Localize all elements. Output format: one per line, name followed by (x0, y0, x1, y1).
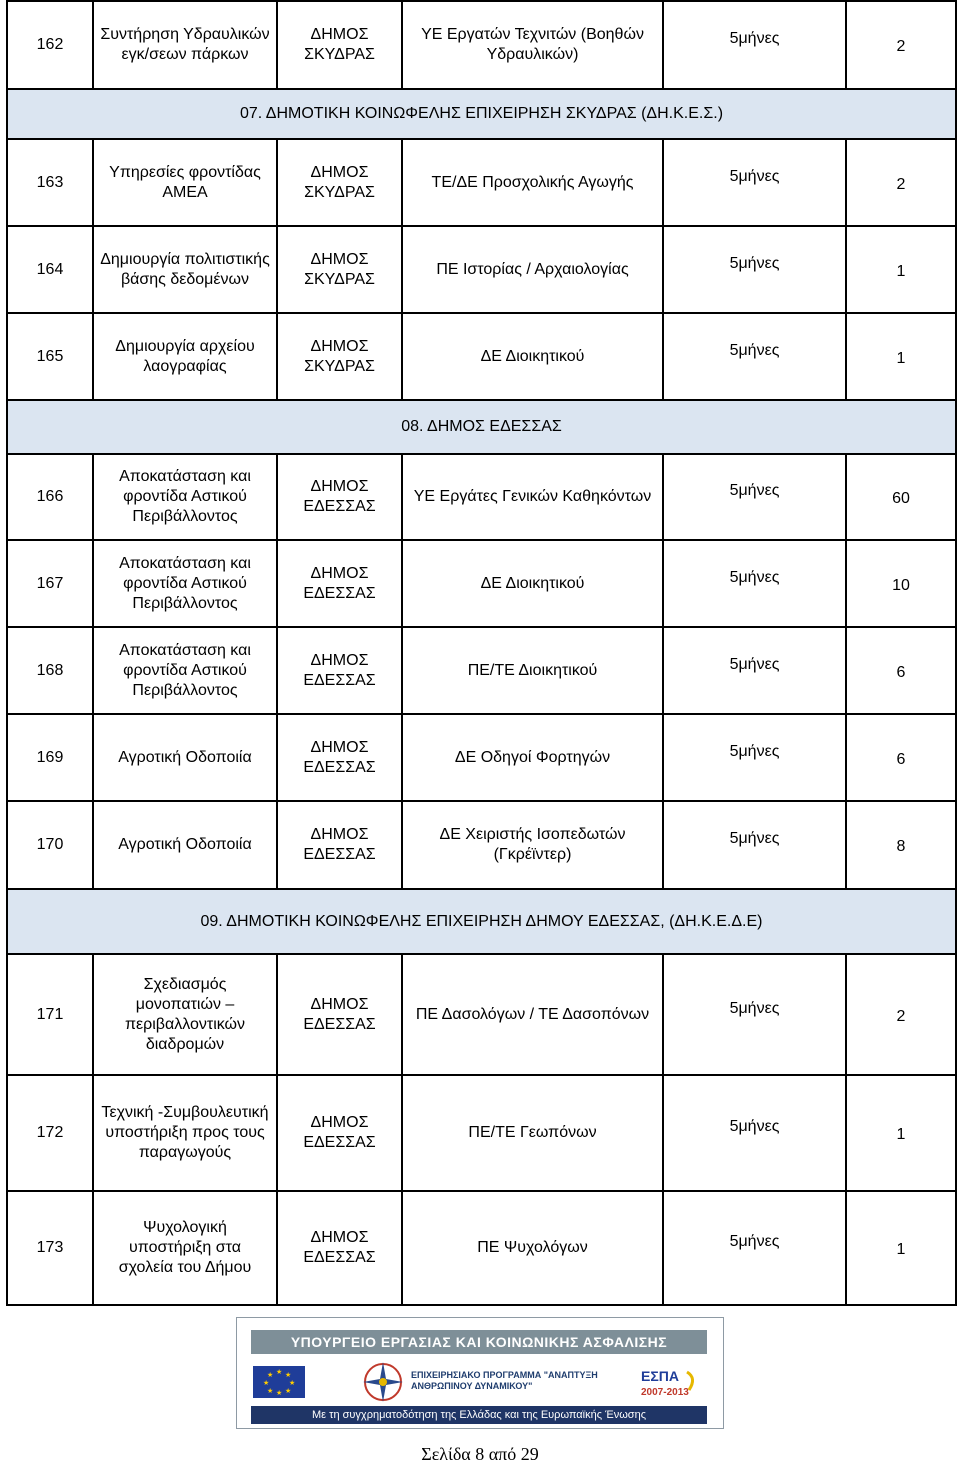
specialty-cell (402, 454, 663, 540)
specialty-cell (402, 801, 663, 889)
row-number-cell (7, 540, 93, 627)
row-number: 167 (36, 574, 64, 592)
project-description-cell (93, 313, 277, 400)
specialty: ΠΕ Ψυχολόγων (477, 1239, 588, 1256)
project-description-cell (93, 139, 277, 226)
duration-cell (663, 540, 846, 627)
row-number: 172 (36, 1124, 64, 1141)
table-row (7, 454, 956, 540)
row-number: 168 (36, 661, 64, 679)
specialty-cell (402, 714, 663, 801)
project-description-cell (93, 954, 277, 1075)
section-header-row (7, 889, 956, 954)
specialty: ΠΕ/ΤΕ Γεωπόνων (468, 1124, 597, 1141)
service-name: ΔΗΜΟΣ ΕΔΕΣΣΑΣ (303, 995, 376, 1033)
row-number-cell (7, 313, 93, 400)
positions-count: 2 (896, 175, 906, 193)
cofunding-caption: Με τη συγχρηματοδότηση της Ελλάδας και της Ευρωπαϊκής Ένωσης (251, 1406, 707, 1424)
table-row (7, 627, 956, 714)
section-title: 07. ΔΗΜΟΤΙΚΗ ΚΟΙΝΩΦΕΛΗΣ ΕΠΙΧΕΙΡΗΣΗ ΣΚΥΔΡΑΣ (ΔΗ.Κ.Ε.Σ.) (7, 89, 956, 139)
section-title: 08. ΔΗΜΟΣ ΕΔΕΣΣΑΣ (7, 400, 956, 454)
positions-table (6, 0, 955, 1306)
row-number-cell (7, 139, 93, 226)
specialty-cell (402, 627, 663, 714)
section-header-row (7, 89, 956, 139)
service-name-cell (277, 627, 402, 714)
project-description-cell (93, 540, 277, 627)
service-name: ΔΗΜΟΣ ΣΚΥΔΡΑΣ (304, 26, 375, 63)
row-number-cell (7, 454, 93, 540)
row-number-cell (7, 801, 93, 889)
positions-count: 1 (896, 1126, 906, 1143)
specialty-cell (402, 139, 663, 226)
duration: 5μήνες (729, 1233, 780, 1250)
specialty: ΔΕ Διοικητικού (480, 347, 585, 365)
service-name-cell (277, 454, 402, 540)
duration-cell (663, 226, 846, 313)
project-description: Δημιουργία πολιτιστικής βάσης δεδομένων (100, 250, 270, 288)
project-description-cell (93, 454, 277, 540)
duration: 5μήνες (729, 254, 780, 272)
espa-text: ΕΣΠΑ (641, 1368, 679, 1384)
duration-cell (663, 454, 846, 540)
project-description: Τεχνική -Συμβουλευτική υποστήριξη προς τους παραγωγούς (101, 1104, 269, 1161)
ministry-title: ΥΠΟΥΡΓΕΙΟ ΕΡΓΑΣΙΑΣ ΚΑΙ ΚΟΙΝΩΝΙΚΗΣ ΑΣΦΑΛΙΣΗΣ (251, 1330, 707, 1354)
service-name-cell (277, 1075, 402, 1191)
eu-flag-icon: ★ ★ ★ ★ ★ ★ ★ ★ (253, 1366, 305, 1398)
specialty-cell (402, 1075, 663, 1191)
project-description: Σχεδιασμός μονοπατιών – περιβαλλοντικών διαδρομών (124, 975, 246, 1053)
row-number-cell (7, 954, 93, 1075)
duration-cell (663, 801, 846, 889)
row-number: 169 (36, 748, 64, 766)
table-row (7, 1191, 956, 1305)
row-number-cell (7, 1075, 93, 1191)
specialty-cell (402, 1191, 663, 1305)
positions-count-cell (846, 1191, 956, 1305)
service-name: ΔΗΜΟΣ ΕΔΕΣΣΑΣ (303, 564, 376, 602)
project-description-cell (93, 627, 277, 714)
service-name: ΔΗΜΟΣ ΣΚΥΔΡΑΣ (304, 337, 375, 375)
duration-cell (663, 1, 846, 89)
duration-cell (663, 313, 846, 400)
table-row (7, 801, 956, 889)
duration: 5μήνες (729, 655, 780, 673)
service-name: ΔΗΜΟΣ ΕΔΕΣΣΑΣ (303, 478, 376, 515)
project-description: Ψυχολογική υποστήριξη στα σχολεία του Δήμου (118, 1219, 252, 1276)
positions-count: 1 (896, 349, 906, 367)
duration: 5μήνες (729, 30, 780, 47)
duration: 5μήνες (729, 742, 780, 760)
programme-title: ΕΠΙΧΕΙΡΗΣΙΑΚΟ ΠΡΟΓΡΑΜΜΑ "ΑΝΑΠΤΥΞΗ ΑΝΘΡΩΠΙΝΟΥ ΔΥΝΑΜΙΚΟΥ" (411, 1370, 598, 1391)
positions-count: 2 (896, 38, 906, 55)
table-row (7, 226, 956, 313)
compass-logo-icon (361, 1360, 405, 1404)
table-row (7, 954, 956, 1075)
duration-cell (663, 954, 846, 1075)
positions-count-cell (846, 540, 956, 627)
positions-count-cell (846, 226, 956, 313)
table-row (7, 313, 956, 400)
specialty-cell (402, 313, 663, 400)
positions-count: 6 (896, 663, 906, 681)
service-name: ΔΗΜΟΣ ΣΚΥΔΡΑΣ (304, 250, 375, 288)
duration-cell (663, 139, 846, 226)
duration: 5μήνες (729, 1118, 780, 1135)
specialty-cell (402, 1, 663, 89)
positions-count: 1 (896, 262, 906, 280)
specialty-cell (402, 954, 663, 1075)
row-number-cell (7, 1, 93, 89)
duration: 5μήνες (729, 830, 780, 847)
row-number-cell (7, 226, 93, 313)
duration: 5μήνες (729, 482, 780, 499)
espa-years: 2007-2013 (641, 1387, 689, 1398)
positions-count: 60 (892, 490, 910, 507)
specialty: ΠΕ Δασολόγων / ΤΕ Δασοπόνων (415, 1005, 650, 1023)
section-title: 09. ΔΗΜΟΤΙΚΗ ΚΟΙΝΩΦΕΛΗΣ ΕΠΙΧΕΙΡΗΣΗ ΔΗΜΟΥ ΕΔΕΣΣΑΣ, (ΔΗ.Κ.Ε.Δ.Ε) (7, 889, 956, 954)
specialty: ΥΕ Εργάτες Γενικών Καθηκόντων (413, 488, 652, 505)
duration: 5μήνες (729, 341, 780, 359)
specialty: ΔΕ Χειριστής Ισοπεδωτών (Γκρέϊντερ) (439, 826, 626, 863)
row-number: 163 (36, 173, 64, 191)
service-name-cell (277, 226, 402, 313)
positions-count-cell (846, 954, 956, 1075)
table-row (7, 1075, 956, 1191)
duration-cell (663, 714, 846, 801)
project-description-cell (93, 1, 277, 89)
row-number: 173 (36, 1239, 64, 1256)
service-name-cell (277, 540, 402, 627)
specialty: ΥΕ Εργατών Τεχνιτών (Βοηθών Υδραυλικών) (421, 26, 644, 63)
project-description: Αγροτική Οδοποιία (118, 748, 252, 766)
row-number: 164 (36, 260, 64, 278)
service-name-cell (277, 313, 402, 400)
row-number: 162 (36, 36, 64, 53)
project-description-cell (93, 226, 277, 313)
duration-cell (663, 627, 846, 714)
positions-count: 1 (896, 1241, 906, 1258)
positions-count-cell (846, 1, 956, 89)
positions-count-cell (846, 627, 956, 714)
duration: 5μήνες (729, 167, 780, 185)
duration-cell (663, 1191, 846, 1305)
section-header-row (7, 400, 956, 454)
duration: 5μήνες (729, 568, 780, 586)
row-number-cell (7, 627, 93, 714)
positions-count: 2 (896, 1007, 906, 1025)
project-description: Αποκατάσταση και φροντίδα Αστικού Περιβάλλοντος (119, 641, 251, 699)
page-number: Σελίδα 8 από 29 (421, 1444, 539, 1464)
espa-logo-icon (637, 1366, 705, 1400)
positions-count-cell (846, 454, 956, 540)
specialty: ΔΕ Οδηγοί Φορτηγών (454, 748, 611, 766)
service-name: ΔΗΜΟΣ ΕΔΕΣΣΑΣ (303, 826, 376, 863)
service-name: ΔΗΜΟΣ ΕΔΕΣΣΑΣ (303, 738, 376, 776)
positions-count: 8 (896, 838, 906, 855)
row-number-cell (7, 714, 93, 801)
table-row (7, 714, 956, 801)
row-number: 171 (36, 1005, 64, 1023)
table-row (7, 1, 956, 89)
positions-count-cell (846, 714, 956, 801)
project-description-cell (93, 1191, 277, 1305)
service-name-cell (277, 139, 402, 226)
project-description: Αποκατάσταση και φροντίδα Αστικού Περιβάλλοντος (119, 554, 251, 612)
specialty: ΠΕ/ΤΕ Διοικητικού (467, 661, 598, 679)
service-name-cell (277, 714, 402, 801)
service-name: ΔΗΜΟΣ ΕΔΕΣΣΑΣ (303, 651, 376, 689)
project-description: Δημιουργία αρχείου λαογραφίας (115, 337, 255, 375)
service-name: ΔΗΜΟΣ ΕΔΕΣΣΑΣ (303, 1229, 376, 1266)
positions-count-cell (846, 801, 956, 889)
positions-count: 10 (892, 576, 910, 594)
project-description: Αγροτική Οδοποιία (118, 836, 252, 853)
positions-count-cell (846, 139, 956, 226)
specialty-cell (402, 540, 663, 627)
specialty: ΔΕ Διοικητικού (480, 574, 585, 592)
positions-count-cell (846, 1075, 956, 1191)
service-name: ΔΗΜΟΣ ΣΚΥΔΡΑΣ (304, 163, 375, 201)
specialty: ΤΕ/ΔΕ Προσχολικής Αγωγής (431, 173, 634, 191)
cofunding-banner (236, 1317, 724, 1429)
specialty-cell (402, 226, 663, 313)
service-name-cell (277, 1, 402, 89)
service-name-cell (277, 954, 402, 1075)
project-description-cell (93, 801, 277, 889)
project-description: Συντήρηση Υδραυλικών εγκ/σεων πάρκων (100, 26, 270, 63)
row-number: 165 (36, 347, 64, 365)
service-name-cell (277, 1191, 402, 1305)
project-description-cell (93, 714, 277, 801)
duration-cell (663, 1075, 846, 1191)
specialty: ΠΕ Ιστορίας / Αρχαιολογίας (436, 260, 629, 278)
positions-count-cell (846, 313, 956, 400)
service-name-cell (277, 801, 402, 889)
duration: 5μήνες (729, 999, 780, 1017)
positions-count: 6 (896, 750, 906, 768)
table-row (7, 540, 956, 627)
logos-strip (251, 1360, 707, 1404)
row-number: 170 (36, 836, 64, 853)
row-number: 166 (36, 488, 64, 505)
service-name: ΔΗΜΟΣ ΕΔΕΣΣΑΣ (303, 1114, 376, 1151)
project-description: Υπηρεσίες φροντίδας ΑΜΕΑ (109, 163, 261, 201)
row-number-cell (7, 1191, 93, 1305)
project-description: Αποκατάσταση και φροντίδα Αστικού Περιβάλλοντος (119, 468, 251, 525)
table-row (7, 139, 956, 226)
project-description-cell (93, 1075, 277, 1191)
